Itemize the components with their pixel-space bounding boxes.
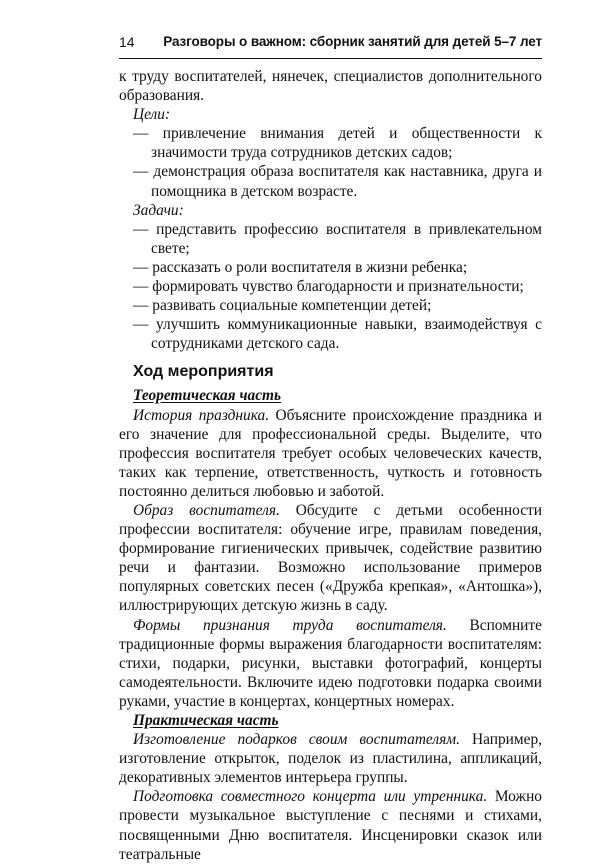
task-item: — представить профессию воспитателя в привлекательном свете; [133,220,542,257]
task-item: — улучшить коммуникационные навыки, взаимодействуя с сотрудниками детского сада. [133,316,542,353]
practice-paragraph: Изготовление подарков своим воспитателям. Например, изготовление открыток, поделок из пластилина, аппликаций, декоративных элементов интерьера группы. [119,731,542,787]
practice-subheading: Практическая часть [133,712,279,729]
theory-paragraph: Образ воспитателя. Обсудите с детьми особенности профессии воспитателя: обучение игре, правилам поведения, формирование гигиенических привычек, содействие развитию речи и фантазии. Возможно использование примеров популярных советских песен («Дружба крепкая», «Антошка»), иллюстрирующих детскую жизнь в саду. [119,501,543,615]
goal-item: — привлечение внимания детей и общественности к значимости труда сотрудников детских садов; [133,125,542,162]
task-item: — рассказать о роли воспитателя в жизни ребенка; [133,258,468,276]
practice-paragraph: Подготовка совместного концерта или утренника. Можно провести музыкальное выступление с песнями и стихами, посвященными Дню воспитателя. Инсценировки сказок или театральные [119,788,542,863]
running-header [119,32,542,59]
goal-item: — демонстрация образа воспитателя как наставника, друга и помощника в детском возрасте. [133,163,542,200]
page-number: 14 [119,34,135,50]
goals-label: Цели: [133,106,171,124]
theory-paragraph: Формы признания труда воспитателя. Вспомните традиционные формы выражения благодарности воспитателям: стихи, подарки, рисунки, выставки фотографий, концерты самодеятельности. Включите идею подготовки подарка своими руками, участие в концертах, концертных номерах. [119,616,542,710]
theory-subheading: Теоретическая часть [133,387,282,405]
intro-paragraph: к труду воспитателей, нянечек, специалистов дополнительного образования. [119,68,542,105]
tasks-label: Задачи: [133,201,184,219]
section-heading: Ход мероприятия [133,363,274,381]
task-item: — формировать чувство благодарности и признательности; [133,278,524,296]
running-title: Разговоры о важном: сборник занятий для детей 5–7 лет [163,34,542,49]
page-body [119,67,542,864]
task-item: — развивать социальные компетенции детей; [133,297,432,315]
theory-paragraph: История праздника. Объясните происхождение праздника и его значение для профессиональной среды. Выделите, что профессия воспитателя требует особых человеческих качеств, таких как терпение, ответственность, чуткость и готовность постоянно делиться любовью и заботой. [119,406,543,500]
